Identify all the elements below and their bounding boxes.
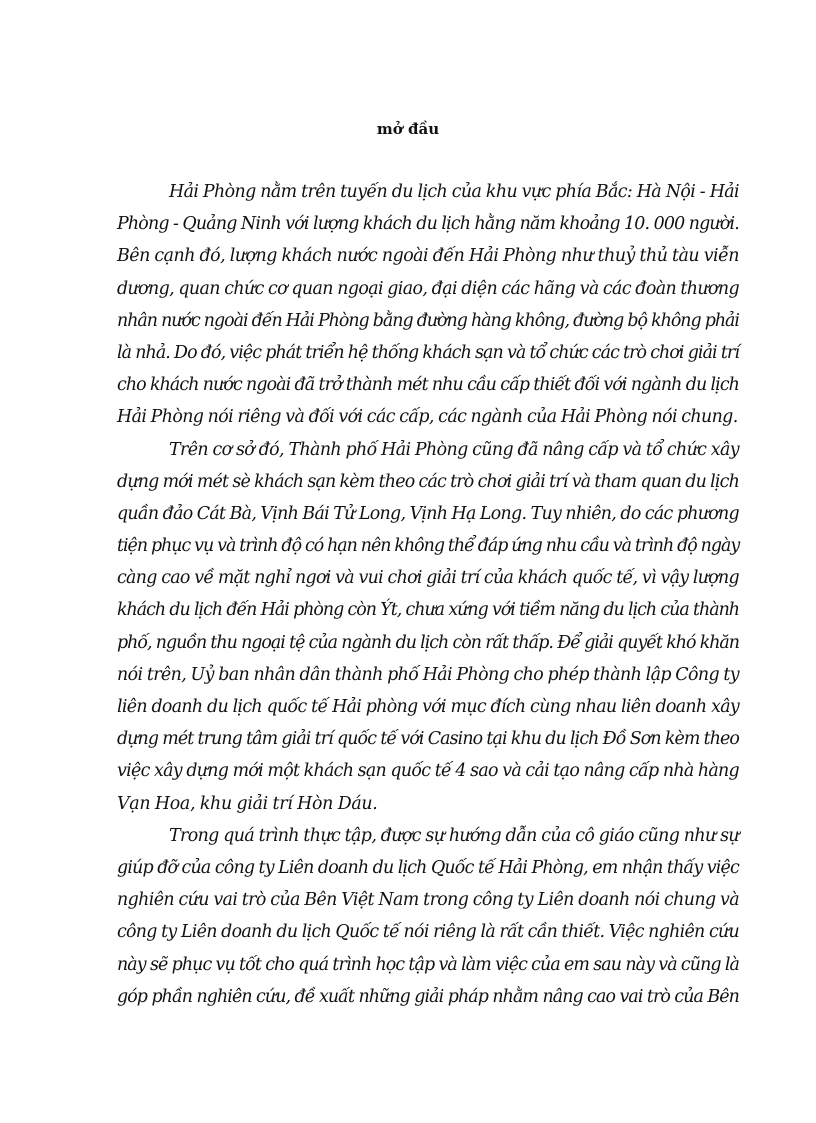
paragraph-3 bbox=[117, 820, 739, 1013]
text-line: dựng mới mét sè khách sạn kèm theo các trò chơi giải trí và tham quan du lịch bbox=[117, 471, 739, 492]
text-line: khách du lịch đến Hải phòng còn Ýt, chưa xứng với tiềm năng du lịch của thành bbox=[117, 600, 739, 621]
text-line: giúp đỡ của công ty Liên doanh du lịch Quốc tế Hải Phòng, em nhận thấy việc bbox=[117, 857, 739, 878]
text-line: Phòng - Quảng Ninh với lượng khách du lịch hằng năm khoảng 10. 000 người. bbox=[117, 214, 739, 235]
text-line: liên doanh du lịch quốc tế Hải phòng với mục đích cùng nhau liên doanh xây bbox=[117, 697, 739, 717]
text-line: Trên cơ sở đó, Thành phố Hải Phòng cũng đã nâng cấp và tổ chức xây bbox=[169, 439, 739, 460]
text-line: Trong quá trình thực tập, được sự hướng dẫn của cô giáo cũng như sự bbox=[169, 825, 739, 846]
text-line: nghiên cứu vai trò của Bên Việt Nam trong công ty Liên doanh nói chung và bbox=[117, 890, 739, 911]
text-line: việc xây dựng mới một khách sạn quốc tế 4 sao và cải tạo nâng cấp nhà hàng bbox=[117, 761, 739, 782]
text-line: Vạn Hoa, khu giải trí Hòn Dáu. bbox=[117, 793, 378, 814]
text-line: quần đảo Cát Bà, Vịnh Bái Tử Long, Vịnh Hạ Long. Tuy nhiên, do các phương bbox=[117, 503, 739, 524]
text-line: dựng mét trung tâm giải trí quốc tế với Casino tại khu du lịch Đồ Sơn kèm theo bbox=[117, 729, 739, 750]
text-line: góp phần nghiên cứu, đề xuất những giải pháp nhằm nâng cao vai trò của Bên bbox=[117, 986, 739, 1007]
text-line: càng cao về mặt nghỉ ngơi và vui chơi giải trí của khách quốc tế, vì vậy lượng bbox=[117, 568, 739, 589]
text-line: nói trên, Uỷ ban nhân dân thành phố Hải Phòng cho phép thành lập Công ty bbox=[117, 664, 739, 685]
text-line: Bên cạnh đó, lượng khách nước ngoài đến Hải Phòng như thuỷ thủ tàu viễn bbox=[117, 246, 739, 267]
text-line: cho khách nước ngoài đã trở thành mét nhu cầu cấp thiết đối với ngành du lịch bbox=[117, 375, 739, 396]
text-line: tiện phục vụ và trình độ có hạn nên không thể đáp ứng nhu cầu và trình độ ngày bbox=[117, 536, 740, 557]
text-line: Hải Phòng nói riêng và đối với các cấp, các ngành của Hải Phòng nói chung. bbox=[117, 407, 738, 428]
text-line: công ty Liên doanh du lịch Quốc tế nói riêng là rất cần thiết. Việc nghiên cứu bbox=[117, 922, 739, 943]
page-title: mở đầu bbox=[376, 120, 440, 138]
document-body bbox=[117, 176, 739, 1013]
text-line: Hải Phòng nằm trên tuyến du lịch của khu vực phía Bắc: Hà Nội - Hải bbox=[169, 182, 739, 202]
paragraph-1 bbox=[117, 176, 739, 434]
text-line: này sẽ phục vụ tốt cho quá trình học tập và làm việc của em sau này và cũng là bbox=[117, 954, 739, 975]
text-line: phố, nguồn thu ngoại tệ của ngành du lịch còn rất thấp. Để giải quyết khó khăn bbox=[117, 632, 739, 653]
text-line: dương, quan chức cơ quan ngoại giao, đại diện các hãng và các đoàn thương bbox=[117, 278, 739, 299]
paragraph-2 bbox=[117, 434, 739, 820]
text-line: là nhả. Do đó, việc phát triển hệ thống khách sạn và tổ chức các trò chơi giải trí bbox=[117, 342, 739, 363]
text-line: nhân nước ngoài đến Hải Phòng bằng đường hàng không, đường bộ không phải bbox=[117, 310, 739, 331]
